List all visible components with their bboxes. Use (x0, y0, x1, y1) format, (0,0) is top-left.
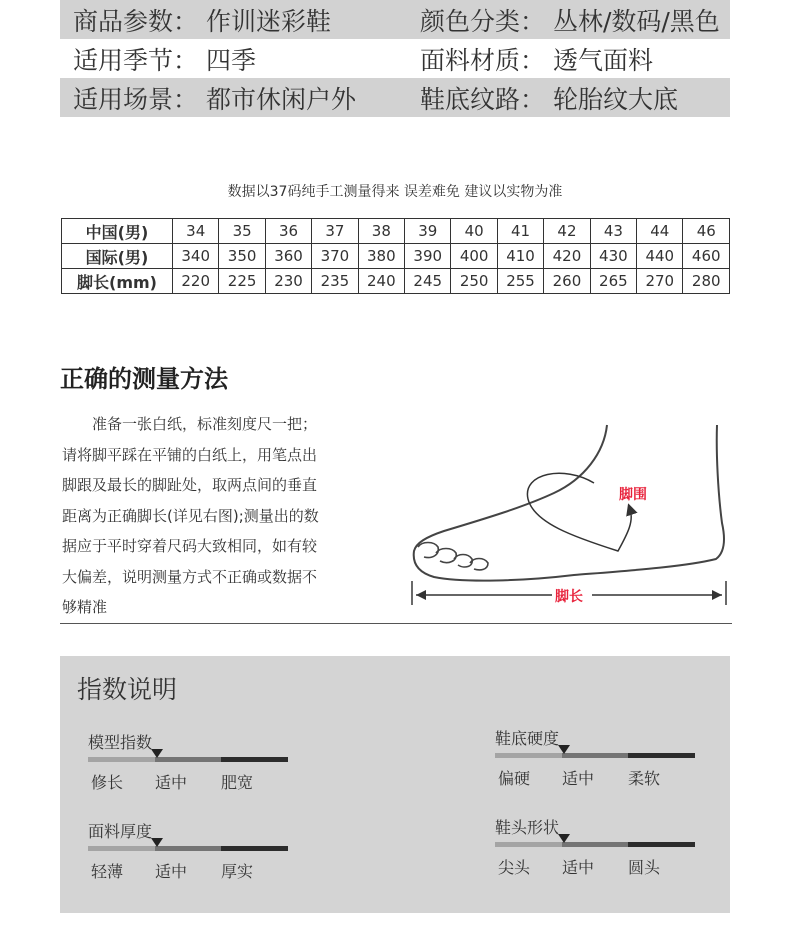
size-row-head: 中国(男) (62, 219, 173, 244)
scale-mid: 适中 (155, 862, 188, 881)
size-cell: 370 (312, 244, 358, 269)
size-row-head: 国际(男) (62, 244, 173, 269)
bar-segment (562, 753, 629, 758)
index-panel (60, 656, 730, 913)
index-bar (495, 842, 695, 847)
index-label: 模型指数 (88, 733, 153, 752)
index-marker (558, 834, 570, 843)
size-cell: 36 (265, 219, 311, 244)
size-cell: 265 (590, 269, 636, 294)
measure-title: 正确的测量方法 (60, 365, 228, 393)
girth-loop (527, 473, 631, 551)
measure-line: 准备一张白纸，标准刻度尺一把； (92, 415, 318, 433)
arrow-head-left (416, 590, 426, 600)
size-cell: 225 (219, 269, 265, 294)
index-marker (151, 749, 163, 758)
size-cell: 44 (637, 219, 683, 244)
size-cell: 260 (544, 269, 590, 294)
scale-low: 轻薄 (91, 862, 124, 881)
param-row (60, 0, 730, 39)
bar-segment (628, 842, 695, 847)
index-label: 鞋头形状 (495, 818, 560, 837)
size-cell: 390 (405, 244, 451, 269)
index-bar (88, 757, 288, 762)
product-params (60, 0, 730, 117)
size-cell: 46 (683, 219, 730, 244)
bar-segment (88, 846, 155, 851)
index-marker (558, 745, 570, 754)
param-row (60, 39, 730, 78)
toe (470, 559, 488, 570)
index-item-model (88, 730, 288, 800)
measure-line: 据应于平时穿着尺码大致相同，如有较 (62, 537, 318, 555)
scale-low: 偏硬 (498, 769, 531, 788)
arrow-head-right (712, 590, 722, 600)
girth-label: 脚围 (619, 487, 647, 503)
size-row-head: 脚长(mm) (62, 269, 173, 294)
scale-mid: 适中 (562, 769, 595, 788)
size-row (62, 244, 730, 269)
size-cell: 280 (683, 269, 730, 294)
toe (436, 549, 456, 563)
param-right: 颜色分类： 丛林/数码/黑色 (420, 6, 720, 36)
scale-high: 柔软 (628, 769, 661, 788)
size-cell: 37 (312, 219, 358, 244)
param-right: 面料材质： 透气面料 (420, 45, 653, 75)
measure-line: 距离为正确脚长(详见右图);测量出的数 (62, 506, 319, 525)
size-cell: 240 (358, 269, 404, 294)
size-row (62, 269, 730, 294)
size-cell: 245 (405, 269, 451, 294)
toe (418, 543, 438, 558)
measure-line: 脚跟及最长的脚趾处，取两点间的垂直 (62, 476, 318, 494)
measure-paragraph (62, 409, 352, 623)
bar-segment (155, 757, 222, 762)
scale-low: 修长 (91, 773, 124, 792)
size-cell: 250 (451, 269, 497, 294)
bar-segment (628, 753, 695, 758)
size-cell: 430 (590, 244, 636, 269)
bar-segment (221, 757, 288, 762)
size-cell: 360 (265, 244, 311, 269)
length-label: 脚长 (555, 589, 583, 605)
param-left: 适用季节： 四季 (73, 45, 256, 75)
size-cell: 350 (219, 244, 265, 269)
bar-segment (495, 753, 562, 758)
size-cell: 400 (451, 244, 497, 269)
size-cell: 39 (405, 219, 451, 244)
index-item-fabric (88, 819, 288, 889)
scale-mid: 适中 (562, 858, 595, 877)
bar-segment (562, 842, 629, 847)
size-cell: 380 (358, 244, 404, 269)
param-left: 适用场景： 都市休闲户外 (73, 84, 356, 114)
section-divider (60, 623, 732, 624)
size-cell: 230 (265, 269, 311, 294)
size-cell: 440 (637, 244, 683, 269)
index-bar (495, 753, 695, 758)
scale-low: 尖头 (498, 858, 531, 877)
size-cell: 41 (497, 219, 543, 244)
index-item-sole (495, 726, 695, 796)
param-row (60, 78, 730, 117)
bar-segment (221, 846, 288, 851)
scale-high: 肥宽 (221, 773, 254, 792)
size-cell: 235 (312, 269, 358, 294)
measure-text (62, 409, 352, 623)
bar-segment (495, 842, 562, 847)
foot-diagram (404, 413, 734, 613)
measure-line: 大偏差，说明测量方式不正确或数据不 (62, 567, 318, 586)
size-table (61, 218, 730, 294)
size-cell: 340 (173, 244, 219, 269)
measure-line: 够精准 (62, 598, 108, 616)
size-cell: 255 (497, 269, 543, 294)
index-label: 鞋底硬度 (495, 729, 560, 748)
size-note: 数据以37码纯手工测量得来 误差难免 建议以实物为准 (227, 184, 563, 200)
size-cell: 420 (544, 244, 590, 269)
size-cell: 460 (683, 244, 730, 269)
size-cell: 34 (173, 219, 219, 244)
index-title: 指数说明 (77, 675, 178, 704)
size-cell: 38 (358, 219, 404, 244)
size-cell: 410 (497, 244, 543, 269)
size-cell: 42 (544, 219, 590, 244)
index-label: 面料厚度 (88, 822, 153, 841)
size-cell: 40 (451, 219, 497, 244)
scale-mid: 适中 (155, 773, 188, 792)
param-left: 商品参数： 作训迷彩鞋 (73, 6, 331, 36)
measure-line: 请将脚平踩在平铺的白纸上，用笔点出 (62, 445, 318, 464)
foot-outline (414, 425, 724, 581)
size-row (62, 219, 730, 244)
scale-high: 圆头 (628, 858, 661, 877)
index-marker (151, 838, 163, 847)
index-item-toe (495, 815, 695, 885)
size-cell: 35 (219, 219, 265, 244)
size-cell: 43 (590, 219, 636, 244)
bar-segment (88, 757, 155, 762)
size-cell: 220 (173, 269, 219, 294)
toe (454, 555, 472, 568)
param-right: 鞋底纹路： 轮胎纹大底 (420, 84, 678, 114)
scale-high: 厚实 (221, 862, 254, 881)
bar-segment (155, 846, 222, 851)
index-bar (88, 846, 288, 851)
size-cell: 270 (637, 269, 683, 294)
